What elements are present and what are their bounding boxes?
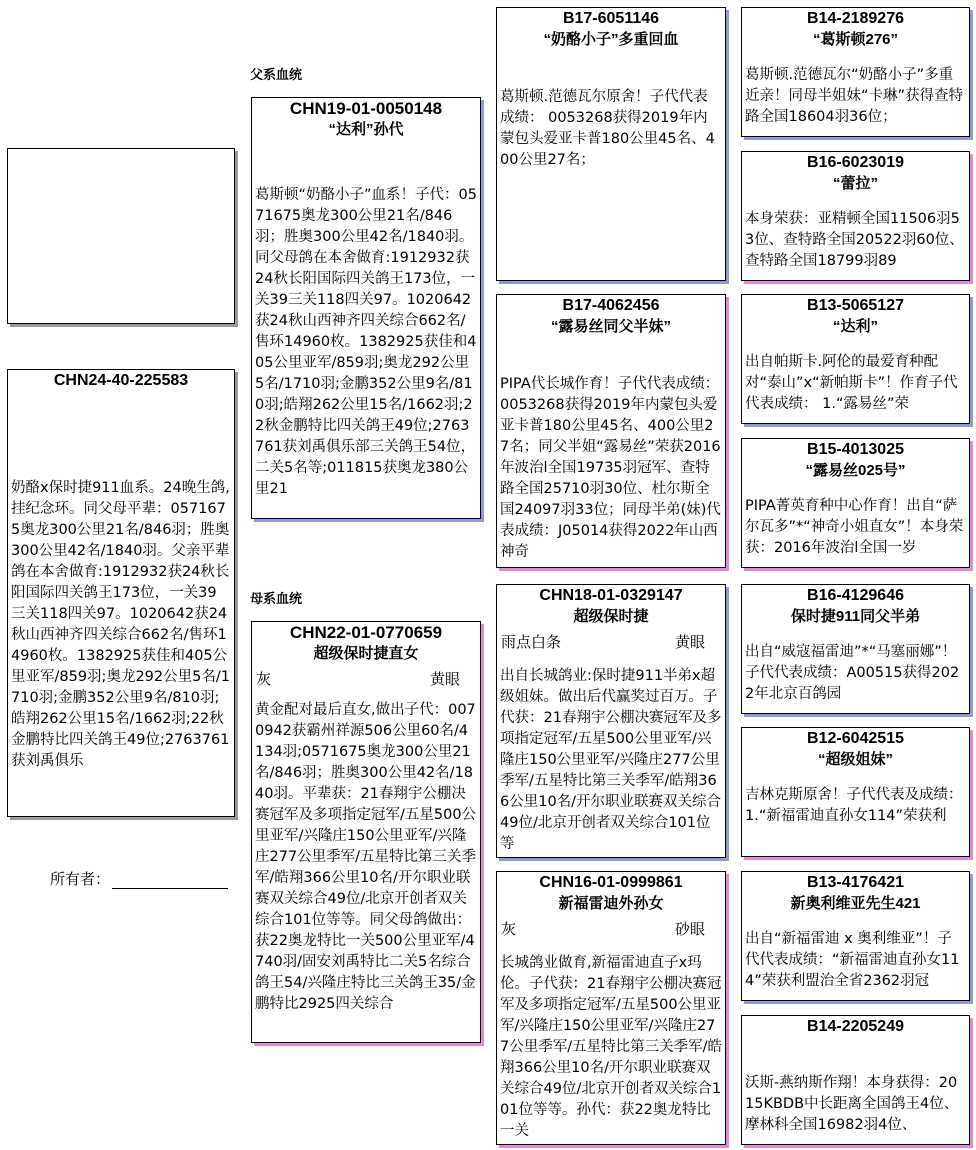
- ancestor-card-6: [741, 727, 970, 857]
- ancestor-card-7: [741, 871, 970, 1001]
- ancestor-name: “达利”: [832, 318, 878, 335]
- dam-sire-color: 雨点白条: [501, 633, 562, 651]
- bird-photo-placeholder: [7, 148, 235, 324]
- ancestor-ring: B14-2189276: [807, 10, 904, 27]
- dam-dam-card: [496, 871, 726, 1145]
- ancestor-desc: PIPA菁英育种中心作育！出自“萨尔瓦多”*“神奇小姐直女”！本身荣获：2016年波治l全国一岁: [745, 498, 964, 556]
- dam-dam-desc: 长城鸽业做育,新福雷迪直子x玛伦。子代获：21春翔宇公棚决赛冠军及多项指定冠军/五星500公里亚军/兴隆庄150公里亚军/兴隆庄277公里季军/五星特比第三关季军/皓翔366公里10名/开尔职业联赛双关综合49位/北京开创者双关综合101位等等。孙代：获22奥龙特比一关: [500, 955, 722, 1139]
- dam-ring: CHN22-01-0770659: [289, 623, 443, 642]
- sire-dam-ring: B17-4062456: [562, 297, 660, 314]
- sire-dam-card: [496, 294, 726, 568]
- sire-dam-desc: PIPA代长城作育！子代代表成绩： 0053268获得2019年内蒙包头爱亚卡普180公里45名、400公里27名；同父半姐“露易丝”荣获2016年波治l全国19735羽冠军、查特路全国25710羽30位、杜尔斯全国24097羽33位；同母半弟(妹)代表成绩：J05014获得2022年山西神奇: [500, 376, 721, 560]
- ancestor-desc: 本身荣获：亚精顿全国11506羽53位、查特路全国20522羽60位、查特路全国18799羽89: [745, 211, 964, 269]
- sire-dam-name: “露易丝同父半妹”: [550, 318, 671, 335]
- dam-dam-color: 灰: [501, 920, 517, 938]
- ancestor-name: “葛斯顿276”: [812, 31, 899, 48]
- dam-sire-card: [496, 584, 726, 858]
- sire-sire-ring: B17-6051146: [562, 10, 660, 27]
- subject-desc: 奶酪x保时捷911血系。24晚生鸽,挂纪念环。同父母平辈：0571675奥龙300公里21名/846羽；胜奥300公里42名/1840羽。父亲平辈鸽在本舍做育:1912932获24秋长阳国际四关鸽王173位，一关39三关118四关97。1020642获24秋山西神齐四关综合662名/售环14960枚。1382925获佳和405公里亚军/859羽;奥龙292公里5名/1710羽;金鹏352公里9名/810羽;皓翔262公里15名/1662羽;22秋金鹏特比四关鸽王49位;2763761获刘禹俱乐: [11, 480, 230, 769]
- dam-sire-eye: 黄眼: [674, 633, 705, 651]
- ancestor-desc: 沃斯-燕纳斯作翔！本身获得：2015KBDB中长距离全国鸽王4位、摩林科全国16982羽4位、: [745, 1075, 959, 1133]
- sire-sire-desc: 葛斯顿.范德瓦尔原舍！子代代表成绩： 0053268获得2019年内蒙包头爱亚卡普180公里45名、400公里27名；: [500, 89, 715, 168]
- ancestor-desc: 葛斯顿.范德瓦尔“奶酪小子”多重近亲！同母半姐妹“卡琳”获得查特路全国18604羽36位；: [745, 67, 964, 125]
- ancestor-name: “露易丝025号”: [805, 462, 906, 479]
- ancestor-card-1: [741, 7, 970, 137]
- owner-label: 所有者：: [50, 870, 111, 888]
- ancestor-name: [742, 1037, 969, 1058]
- ancestor-ring: B15-4013025: [807, 441, 904, 458]
- sire-ring: CHN19-01-0050148: [289, 99, 443, 118]
- ancestor-desc: 出自“威寇福雷迪”*“马塞丽娜”！子代代表成绩：A00515获得2022年北京百鸽园: [745, 644, 960, 702]
- dam-desc: 黄金配对最后直女,做出子代：0070942获霸州祥源506公里60名/4134羽;0571675奥龙300公里21名/846羽；胜奥300公里42名/1840羽。平辈获：21春翔宇公棚决赛冠军及多项指定冠军/五星500公里亚军/兴隆庄150公里亚军/兴隆庄277公里季军/五星特比第三关季军/皓翔366公里10名/开尔职业联赛双关综合49位/北京开创者双关综合101位等等。同父母鸽做出：获22奥龙特比一关500公里亚军/4740羽/固安刘禹特比二关5名综合鸽王54/兴隆庄特比三关鸽王35/金鹏特比2925四关综合: [255, 702, 477, 1012]
- ancestor-card-3: [741, 294, 970, 424]
- ancestor-card-4: [741, 438, 970, 568]
- dam-sire-ring: CHN18-01-0329147: [539, 587, 683, 604]
- ancestor-ring: B16-6023019: [807, 154, 904, 171]
- ancestor-desc: 出自“新福雷迪 x 奥利维亚”！子代代表成绩：“新福雷迪直孙女114”荣获利盟治全省2362羽冠: [745, 931, 960, 989]
- ancestor-ring: B14-2205249: [807, 1018, 904, 1035]
- ancestor-ring: B12-6042515: [807, 730, 904, 747]
- dam-sire-desc: 出自长城鸽业:保时捷911半弟x超级姐妹。做出后代赢奖过百万。子代获：21春翔宇公棚决赛冠军及多项指定冠军/五星500公里亚军/兴隆庄150公里亚军/兴隆庄277公里季军/五星特比第三关季军/皓翔366公里10名/开尔职业联赛双关综合49位/北京开创者双关综合101位等: [500, 668, 722, 852]
- sire-card: [251, 97, 481, 519]
- ancestor-ring: B13-5065127: [807, 297, 904, 314]
- ancestor-name: 保时捷911同父半弟: [790, 608, 921, 625]
- dam-dam-name: 新福雷迪外孙女: [558, 895, 664, 912]
- dam-eye: 黄眼: [429, 670, 460, 688]
- ancestor-ring: B13-4176421: [807, 874, 904, 891]
- owner-field: [50, 868, 228, 889]
- sire-sire-card: [496, 7, 726, 281]
- ancestor-desc: 吉林克斯原舍！子代代表及成绩：1.“新福雷迪直孙女114”荣获利: [745, 787, 963, 824]
- subject-ring: CHN24-40-225583: [53, 372, 189, 389]
- dam-line-label: 母系血统: [250, 591, 303, 606]
- dam-card: [251, 621, 481, 1043]
- dam-dam-ring: CHN16-01-0999861: [539, 874, 683, 891]
- ancestor-name: 新奥利维亚先生421: [790, 895, 921, 912]
- sire-desc: 葛斯顿“奶酪小子”血系！子代：0571675奥龙300公里21名/846羽；胜奥300公里42名/1840羽。同父母鸽在本舍做育:1912932获24秋长阳国际四关鸽王173位，一关39三关118四关97。1020642获24秋山西神齐四关综合662名/售环14960枚。1382925获佳和405公里亚军/859羽;奥龙292公里5名/1710羽;金鹏352公里9名/810羽;皓翔262公里15名/1662羽;22秋金鹏特比四关鸽王49位;2763761获刘禹俱乐部三关鸽王54位，二关5名等;011815获奥龙380公里21: [255, 187, 477, 497]
- dam-sire-name: 超级保时捷: [573, 608, 649, 625]
- dam-dam-eye: 砂眼: [674, 920, 705, 938]
- ancestor-name: “蕾拉”: [832, 175, 878, 192]
- ancestor-ring: B16-4129646: [807, 587, 904, 604]
- ancestor-card-8: [741, 1015, 970, 1145]
- sire-name: “达利”孙代: [328, 121, 404, 138]
- ancestor-card-5: [741, 584, 970, 714]
- owner-line: [112, 871, 228, 889]
- sire-line-label: 父系血统: [250, 67, 303, 82]
- ancestor-desc: 出自帕斯卡.阿伦的最爱育种配对“泰山”x“新帕斯卡”！作育子代代表成绩： 1.“露易丝”荣: [745, 354, 958, 412]
- ancestor-card-2: [741, 151, 970, 281]
- ancestor-name: “超级姐妹”: [817, 751, 893, 768]
- dam-color: 灰: [256, 670, 272, 688]
- subject-card: [7, 369, 235, 817]
- dam-name: 超级保时捷直女: [313, 645, 419, 662]
- sire-sire-name: “奶酪小子”多重回血: [543, 31, 679, 48]
